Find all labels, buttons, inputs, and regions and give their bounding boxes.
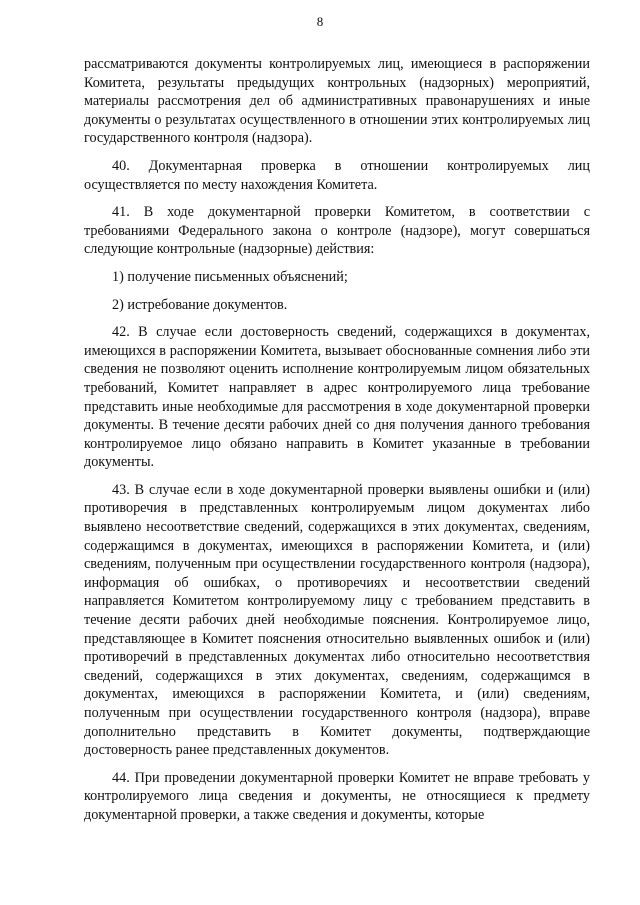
list-item-2: 2) истребование документов. — [112, 296, 288, 313]
paragraph-42: 42. В случае если достоверность сведений, содержащихся в документах, имеющихся в распоряжении Комитета, вызывает обоснованные сомнения либо эти сведения не позволяют оценить исполнение контролируемым лицом обязательных требований, Комитет направляет в адрес контролируемого лица требование представить иные необходимые для рассмотрения в ходе документарной проверки документы. В течение десяти рабочих дней со дня получения данного требования контролируемое лицо обязано направить в Комитет указанные в требовании документы. — [84, 324, 590, 471]
paragraph-44: 44. При проведении документарной проверки Комитет не вправе требовать у контролируемого лица сведения и документы, не относящиеся к предмету документарной проверки, а также сведения и документы, которые — [84, 769, 590, 823]
paragraph-40: 40. Документарная проверка в отношении контролируемых лиц осуществляется по месту нахождения Комитета. — [84, 157, 590, 193]
paragraph-43: 43. В случае если в ходе документарной проверки выявлены ошибки и (или) противоречия в представленных контролируемым лицом документах либо выявлено несоответствие сведений, содержащихся в этих документах, сведениям, содержащимся в документах, имеющихся в распоряжении Комитета, и (или) сведениям, полученным при осуществлении государственного контроля (надзора), информация об ошибках, о противоречиях и несоответствии сведений направляется Комитетом контролируемому лицу с требованием представить в течение десяти рабочих дней необходимые пояснения. Контролируемое лицо, представляющее в Комитет пояснения относительно выявленных ошибок и (или) противоречий в представленных документах либо относительно несоответствия сведений, содержащихся в этих документах, сведениям, содержащимся в документах, имеющихся в распоряжении Комитета, и (или) сведениям, полученным при осуществлении государственного контроля (надзора), вправе дополнительно представить в Комитет документы, подтверждающие достоверность ранее представленных документов. — [84, 481, 590, 759]
document-body — [84, 55, 590, 825]
page-number: 8 — [316, 14, 324, 29]
paragraph-41: 41. В ходе документарной проверки Комитетом, в соответствии с требованиями Федерального закона о контроле (надзоре), могут совершаться следующие контрольные (надзорные) действия: — [84, 204, 590, 258]
paragraph-continuation: рассматриваются документы контролируемых лиц, имеющиеся в распоряжении Комитета, результаты предыдущих контрольных (надзорных) мероприятий, материалы рассмотрения дел об административных правонарушениях и иные документы о результатах осуществленного в отношении этих контролируемых лиц государственного контроля (надзора). — [84, 56, 590, 147]
list-item-1: 1) получение письменных объяснений; — [112, 268, 348, 285]
